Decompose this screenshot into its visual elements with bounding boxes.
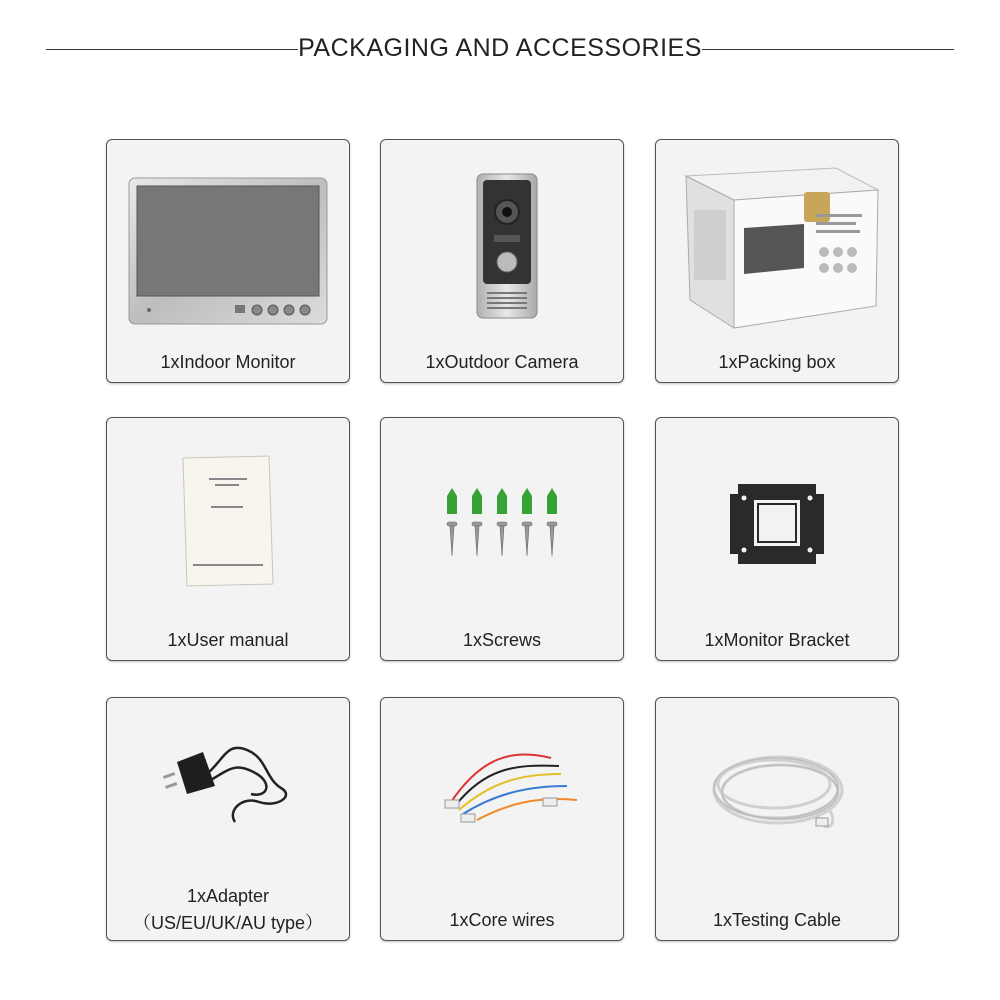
- item-card-monitor-bracket: [655, 417, 899, 661]
- item-card-outdoor-camera: [380, 139, 624, 383]
- wires-icon: [381, 698, 623, 898]
- page-title: PACKAGING AND ACCESSORIES: [298, 34, 702, 62]
- header-rule-right: [702, 49, 954, 50]
- item-label-line2: （US/EU/UK/AU type）: [132, 913, 324, 933]
- monitor-icon: [107, 140, 349, 340]
- item-label: 1xMonitor Bracket: [704, 630, 850, 650]
- item-label: 1xUser manual: [167, 630, 289, 650]
- item-label: 1xIndoor Monitor: [160, 352, 296, 372]
- screws-icon: [381, 418, 623, 618]
- item-label: 1xPacking box: [718, 352, 836, 372]
- item-card-user-manual: [106, 417, 350, 661]
- bracket-icon: [656, 418, 898, 618]
- manual-icon: [107, 418, 349, 618]
- item-card-indoor-monitor: [106, 139, 350, 383]
- cable-icon: [656, 698, 898, 898]
- header-rule-left: [46, 49, 298, 50]
- item-card-packing-box: [655, 139, 899, 383]
- item-label: 1xCore wires: [449, 910, 555, 930]
- item-label: 1xTesting Cable: [712, 910, 842, 930]
- section-header: [0, 28, 1000, 72]
- adapter-icon: [107, 698, 349, 898]
- item-label: 1xAdapter: [186, 886, 270, 906]
- item-card-screws: [380, 417, 624, 661]
- item-label: 1xScrews: [462, 630, 542, 650]
- item-label: 1xOutdoor Camera: [425, 352, 579, 372]
- camera-icon: [381, 140, 623, 340]
- item-card-core-wires: [380, 697, 624, 941]
- item-card-adapter: [106, 697, 350, 941]
- item-card-testing-cable: [655, 697, 899, 941]
- box-icon: [656, 140, 898, 340]
